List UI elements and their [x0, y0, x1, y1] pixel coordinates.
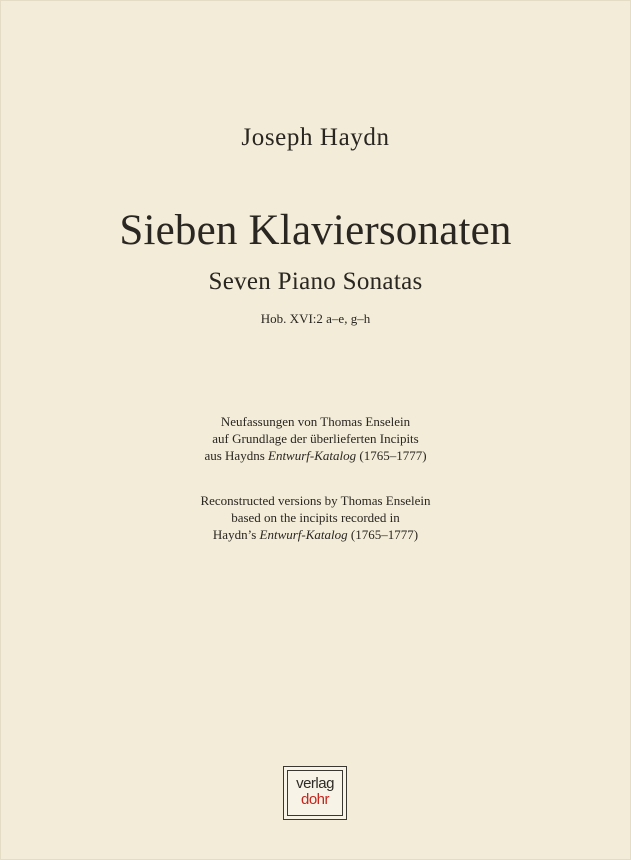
german-line-3-prefix: aus Haydns: [204, 448, 268, 463]
english-credit-block: [0, 492, 631, 543]
english-line-3-italic: Entwurf-Katalog: [259, 527, 348, 542]
english-line-1: Reconstructed versions by Thomas Enselein: [200, 493, 431, 508]
composer-name: Joseph Haydn: [241, 124, 390, 151]
publisher-logo-top-word: verlag: [296, 775, 334, 792]
catalog-number: Hob. XVI:2 a–e, g–h: [260, 311, 371, 326]
english-line-3: [0, 526, 631, 543]
title-english: Seven Piano Sonatas: [208, 268, 423, 295]
publisher-logo-bottom-word: dohr: [300, 791, 330, 808]
english-line-3-prefix: Haydn’s: [212, 527, 260, 542]
english-line-3-suffix: (1765–1777): [347, 527, 419, 542]
english-line-2: based on the incipits recorded in: [231, 510, 400, 525]
german-line-3-suffix: (1765–1777): [356, 448, 427, 463]
german-line-1: Neufassungen von Thomas Enselein: [220, 414, 411, 429]
publisher-logo: [283, 766, 347, 820]
german-credit-block: [0, 413, 631, 464]
german-line-3: [0, 447, 631, 464]
german-line-2: auf Grundlage der überlieferten Incipits: [212, 431, 419, 446]
title-german: Sieben Klaviersonaten: [119, 207, 512, 254]
german-line-3-italic: Entwurf-Katalog: [268, 448, 357, 463]
